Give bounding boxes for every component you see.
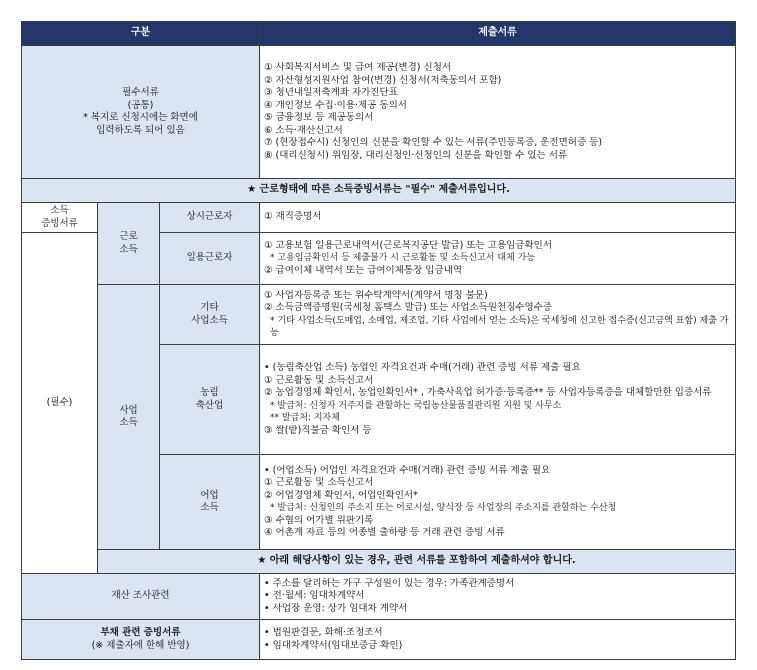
list-note: * 발급처: 신청인의 주소지 또는 어로시설, 양식장 등 사업장의 주소지를 관할하는 수산청 — [270, 503, 617, 513]
daily-worker-label: 일용근로자 — [160, 233, 260, 285]
list-item: ① 고용보험 일용근로내역서(근로복지공단 발급) 또는 고용임금확인서 — [264, 239, 553, 251]
list-item: • 임대차계약서(임대보증금 확인) — [264, 639, 403, 651]
asset-row — [22, 574, 736, 620]
list-item: • 법원판결문, 화해·조정조서 — [264, 627, 383, 638]
fishery-label-line: 소득 — [200, 502, 219, 513]
asset-items — [260, 574, 736, 620]
list-item: ① 재직증명서 — [264, 211, 322, 223]
list-note: * 발급처: 신청자 거주지를 관할하는 국립농산물품질관리원 지원 및 사무소 — [270, 400, 562, 411]
income-proof-label — [22, 203, 98, 233]
list-item: • 전·월세: 임대차계약서 — [264, 590, 365, 602]
farm-label-line: 축산업 — [195, 399, 224, 411]
other-label-line: 사업소득 — [191, 314, 228, 326]
required-label — [22, 46, 260, 179]
header-documents: 제출서류 — [260, 22, 736, 46]
required-label-line: * 복지로 신청시에는 화면에 — [83, 112, 198, 123]
other-business-items — [260, 285, 736, 345]
banner-row-2 — [22, 550, 736, 574]
labor-income-label — [98, 203, 160, 285]
list-item: ② 어업경영체 확인서, 어업인확인서* — [264, 489, 418, 501]
list-note: * 고용임금확인서 등 제출불가 시 근로활동 및 소득신고서 대체 가능 — [270, 253, 536, 264]
farm-items — [260, 345, 736, 455]
submission-documents-table — [21, 21, 736, 660]
banner-row-1 — [22, 179, 736, 203]
list-item: ③ 쌀(밭)직불금 확인서 등 — [264, 424, 372, 436]
fishery-label-line: 어업 — [200, 489, 219, 501]
business-label-line: 사업 — [119, 404, 138, 416]
business-income-label — [98, 285, 160, 550]
debt-row — [22, 620, 736, 660]
regular-worker-items — [260, 203, 736, 233]
list-item: ④ 개인정보 수집·이용·제공 동의서 — [264, 99, 407, 111]
fishery-label — [160, 455, 260, 550]
farm-label-line: 농림 — [200, 387, 219, 398]
list-item: • 주소를 달리하는 가구 구성원이 있는 경우: 가족관계증명서 — [264, 577, 515, 589]
debt-label-line: 부채 관련 증빙서류 — [100, 627, 181, 638]
debt-label-line: (※ 제출자에 한해 반영) — [91, 639, 190, 651]
asset-label: 재산 조사관련 — [22, 574, 260, 620]
document-table-wrapper — [21, 21, 735, 660]
income-row-other-business — [22, 285, 736, 345]
list-item: • (어업소득) 어업인 자격요건과 수매(거래) 관련 증빙 서류 제출 필요 — [264, 464, 551, 476]
debt-items — [260, 620, 736, 660]
list-item: ⑧ (대리신청시) 위임장, 대리신청인·신청인의 신분을 확인할 수 있는 서류 — [264, 149, 568, 161]
additional-docs-banner: ★ 아래 해당사항이 있는 경우, 관련 서류를 포함하여 제출하셔야 합니다. — [98, 550, 736, 574]
header-category: 구분 — [22, 22, 260, 46]
labor-label-line: 소득 — [119, 243, 138, 255]
income-proof-banner: ★ 근로형태에 따른 소득증빙서류는 "필수" 제출서류입니다. — [22, 179, 736, 203]
debt-label — [22, 620, 260, 660]
required-label-line: 입력하도록 되어 있음 — [96, 124, 185, 136]
required-label-line: (공통) — [127, 99, 154, 111]
farm-label — [160, 345, 260, 455]
other-label-line: 기타 — [200, 302, 219, 313]
list-note: * 기타 사업소득(도매업, 소매업, 제조업, 기타 사업에서 얻는 소득)은 국세청에 신고한 접수증(신고금액 표함) 제출 가능 — [270, 315, 729, 338]
list-item: ② 농업경영체 확인서, 농업인확인서* , 가축사육업 허가증·등록증** 등 사업자등록증을 대체할만한 입증서류 — [264, 387, 712, 398]
list-item: ① 사회복지서비스 및 급여 제공(변경) 신청서 — [264, 62, 452, 73]
income-required-label: (필수) — [22, 233, 98, 574]
list-item: ⑦ (현장접수시) 신청인의 신분을 확인할 수 있는 서류(주민등록증, 운전면허증 등) — [264, 137, 603, 148]
income-label-line: 증빙서류 — [41, 217, 78, 229]
business-label-line: 소득 — [119, 417, 138, 428]
list-item: ② 자산형성지원사업 참여(변경) 신청서(저축동의서 포함) — [264, 74, 502, 86]
list-item: ① 근로활동 및 소득신고서 — [264, 477, 374, 488]
list-item: • 사업장 운영: 상가 임대차 계약서 — [264, 602, 408, 614]
income-row-regular — [22, 203, 736, 233]
list-note: ** 발급처: 지자체 — [270, 413, 340, 423]
required-items — [260, 46, 736, 179]
list-item: ③ 청년내일저축계좌 자가진단표 — [264, 87, 398, 98]
required-row — [22, 46, 736, 179]
list-item: ② 급여이체 내역서 또는 급여이체통장 입금내역 — [264, 264, 462, 276]
daily-worker-items — [260, 233, 736, 285]
table-header-row — [22, 22, 736, 46]
list-item: ④ 어촌계 자료 등의 어종별 출하량 등 거래 관련 증빙 서류 — [264, 527, 505, 538]
list-item: ① 근로활동 및 소득신고서 — [264, 374, 374, 386]
list-item: • (농림축산업 소득) 농업인 자격요건과 수매(거래) 관련 증빙 서류 제출 필요 — [264, 362, 581, 373]
list-item: ③ 수협의 어가별 위판기록 — [264, 514, 374, 526]
list-item: ② 소득금액증명원(국세청 홈택스 발급) 또는 사업소득원천징수영수증 — [264, 302, 553, 313]
regular-worker-label: 상시근로자 — [160, 203, 260, 233]
list-item: ⑤ 금융정보 등 제공동의서 — [264, 112, 374, 123]
list-item: ⑥ 소득·재산신고서 — [264, 124, 343, 136]
fishery-items — [260, 455, 736, 550]
labor-label-line: 근로 — [119, 231, 138, 242]
required-label-line: 필수서류 — [122, 87, 159, 98]
other-business-label — [160, 285, 260, 345]
list-item: ① 사업자등록증 또는 위수탁계약서(계약서 명칭 불문) — [264, 289, 488, 301]
income-label-line: 소득 — [50, 205, 69, 216]
